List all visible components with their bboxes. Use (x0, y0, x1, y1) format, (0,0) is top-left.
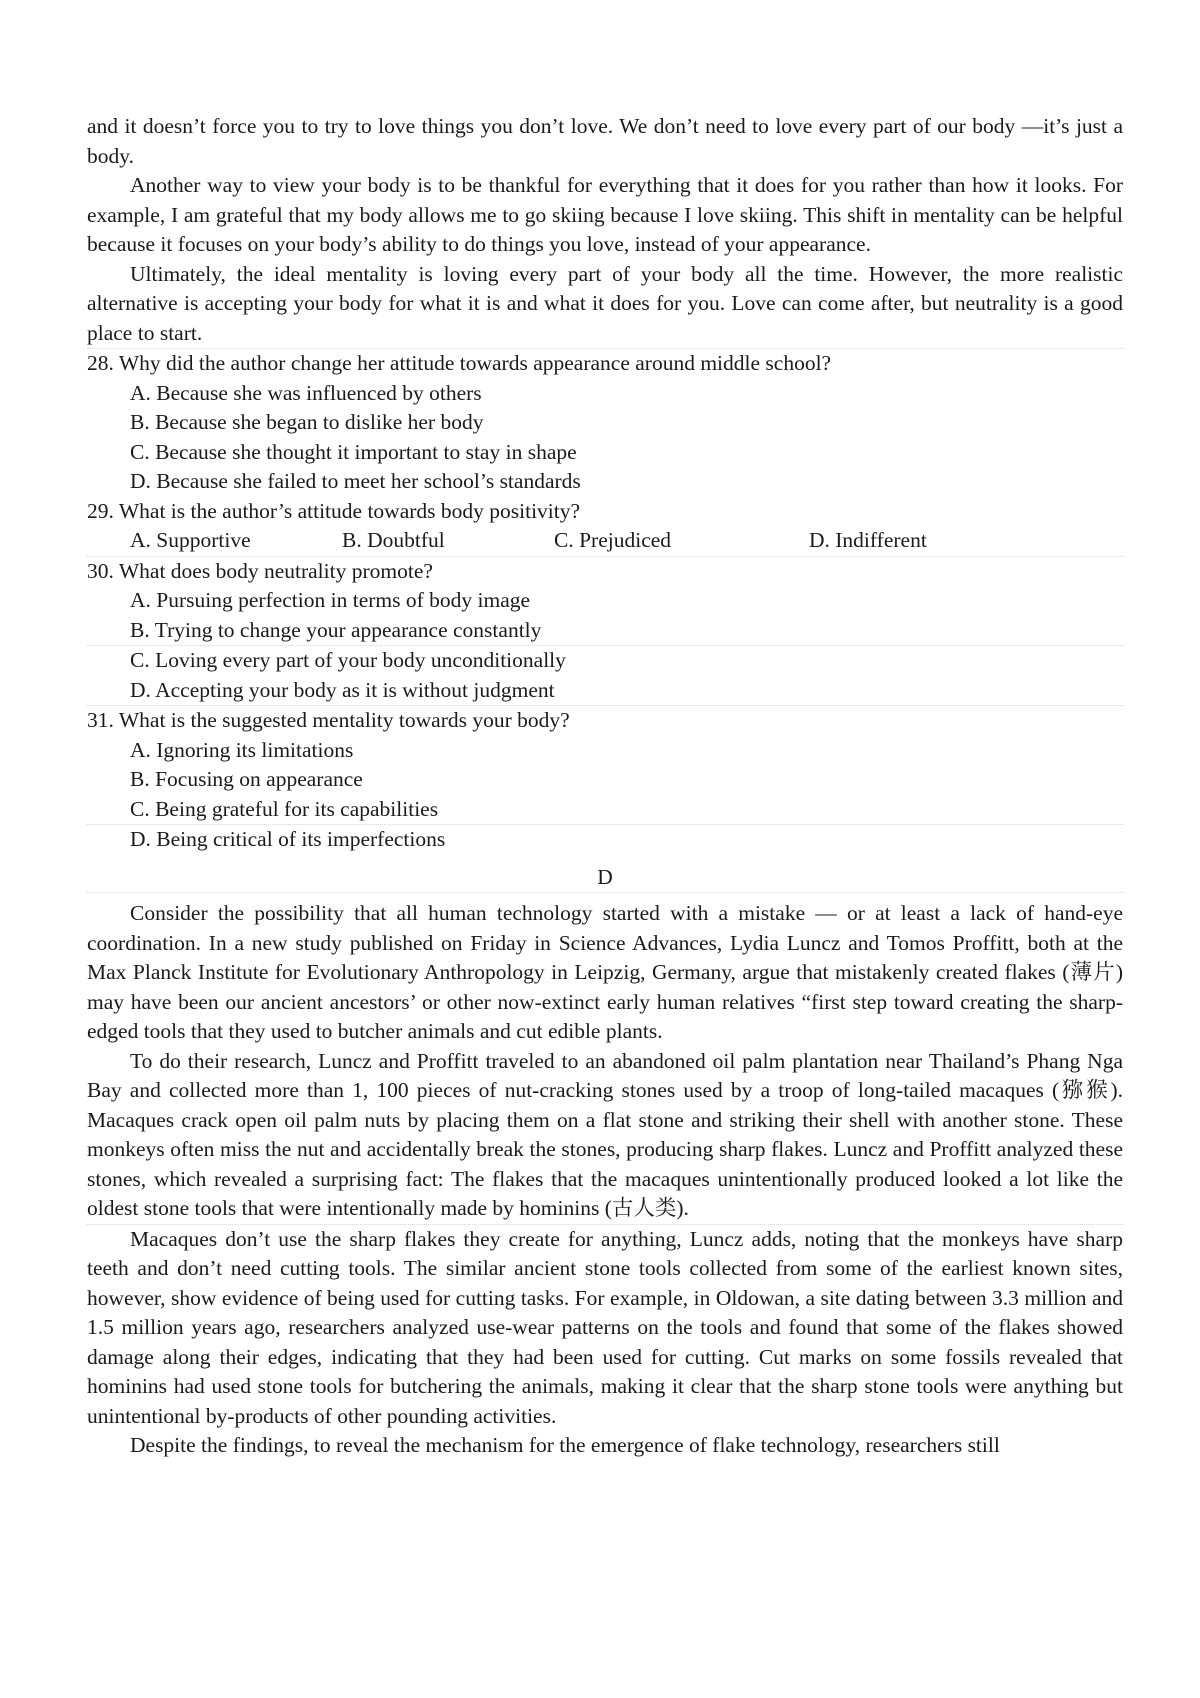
question-29 (87, 497, 1123, 557)
question-28 (87, 349, 1123, 497)
option-d: D. Indifferent (809, 528, 927, 552)
option-a: A. Pursuing perfection in terms of body image (130, 588, 531, 612)
question-stem: 30. What does body neutrality promote? (87, 558, 433, 583)
option-c: C. Because she thought it important to stay in shape (130, 439, 577, 464)
option-a: A. Ignoring its limitations (130, 737, 354, 762)
options-row (87, 526, 1123, 557)
passage-d-paragraph: To do their research, Luncz and Proffitt traveled to an abandoned oil palm plantation near Thailand’s Phang Nga Bay and collected more than 1, 100 pieces of nut-cracking stones used by a troop of long-tailed macaques (猕猴). Macaques crack open oil palm nuts by placing them on a flat stone and striking their shell with another stone. These monkeys often miss the nut and accidentally break the stones, producing sharp flakes. Luncz and Proffitt analyzed these stones, which revealed a surprising fact: The flakes that the macaques unintentionally produced looked a lot like the oldest stone tools that were intentionally made by hominins (古人类). (87, 1047, 1123, 1225)
exam-page (87, 112, 1123, 1461)
passage-d-paragraph: Macaques don’t use the sharp flakes they create for anything, Luncz adds, noting that the monkeys have sharp teeth and don’t need cutting tools. The similar ancient stone tools collected from some of the earliest known sites, however, show evidence of being used for cutting tasks. For example, in Oldowan, a site dating between 3.3 million and 1.5 million years ago, researchers analyzed use-wear patterns on the tools and found that some of the flakes showed damage along their edges, indicating that they had been used for cutting. Cut marks on some fossils revealed that hominins had used stone tools for butchering the animals, making it clear that the sharp stone tools were anything but unintentional by-products of other pounding activities. (87, 1226, 1123, 1428)
option-c: C. Prejudiced (554, 528, 672, 552)
passage-d-paragraph: Consider the possibility that all human technology started with a mistake — or at least a lack of hand-eye coordination. In a new study published on Friday in Science Advances, Lydia Luncz and Tomos Proffitt, both at the Max Planck Institute for Evolutionary Anthropology in Leipzig, Germany, argue that mistakenly created flakes (薄片) may have been our ancient ancestors’ or other now-extinct early human relatives “first step toward creating the sharp-edged tools that they used to butcher animals and cut edible plants. (87, 901, 1123, 1043)
passage-c-paragraph: Another way to view your body is to be thankful for everything that it does for you rather than how it looks. For example, I am grateful that my body allows me to go skiing because I love skiing. This shift in mentality can be helpful because it focuses on your body’s ability to do things you love, instead of your appearance. (87, 173, 1123, 256)
question-stem: 28. Why did the author change her attitude towards appearance around middle school? (87, 351, 832, 375)
option-d: D. Because she failed to meet her school’s standards (130, 469, 581, 493)
passage-d-paragraph: Despite the findings, to reveal the mechanism for the emergence of flake technology, researchers still (130, 1433, 1000, 1457)
option-a: A. Supportive (130, 528, 251, 552)
question-31 (87, 706, 1123, 855)
option-b: B. Trying to change your appearance constantly (87, 616, 1123, 647)
section-title: D (87, 863, 1123, 894)
option-b: B. Because she began to dislike her body (130, 410, 484, 434)
option-c: C. Loving every part of your body unconditionally (130, 648, 566, 672)
option-d: D. Being critical of its imperfections (130, 827, 446, 851)
option-a: A. Because she was influenced by others (130, 380, 482, 405)
passage-c-paragraph: Ultimately, the ideal mentality is loving every part of your body all the time. However, the more realistic alternative is accepting your body for what it is and what it does for you. Love can come after, but neutrality is a good place to start. (87, 260, 1123, 350)
option-c: C. Being grateful for its capabilities (87, 795, 1123, 826)
question-30 (87, 557, 1123, 707)
question-stem: 29. What is the author’s attitude towards body positivity? (87, 498, 581, 523)
passage-c-paragraph: and it doesn’t force you to try to love things you don’t love. We don’t need to love every part of our body —it’s just a body. (87, 114, 1123, 168)
option-b: B. Doubtful (342, 528, 445, 552)
option-b: B. Focusing on appearance (130, 767, 363, 791)
question-stem: 31. What is the suggested mentality towards your body? (87, 708, 570, 732)
option-d: D. Accepting your body as it is without judgment (87, 676, 1123, 707)
